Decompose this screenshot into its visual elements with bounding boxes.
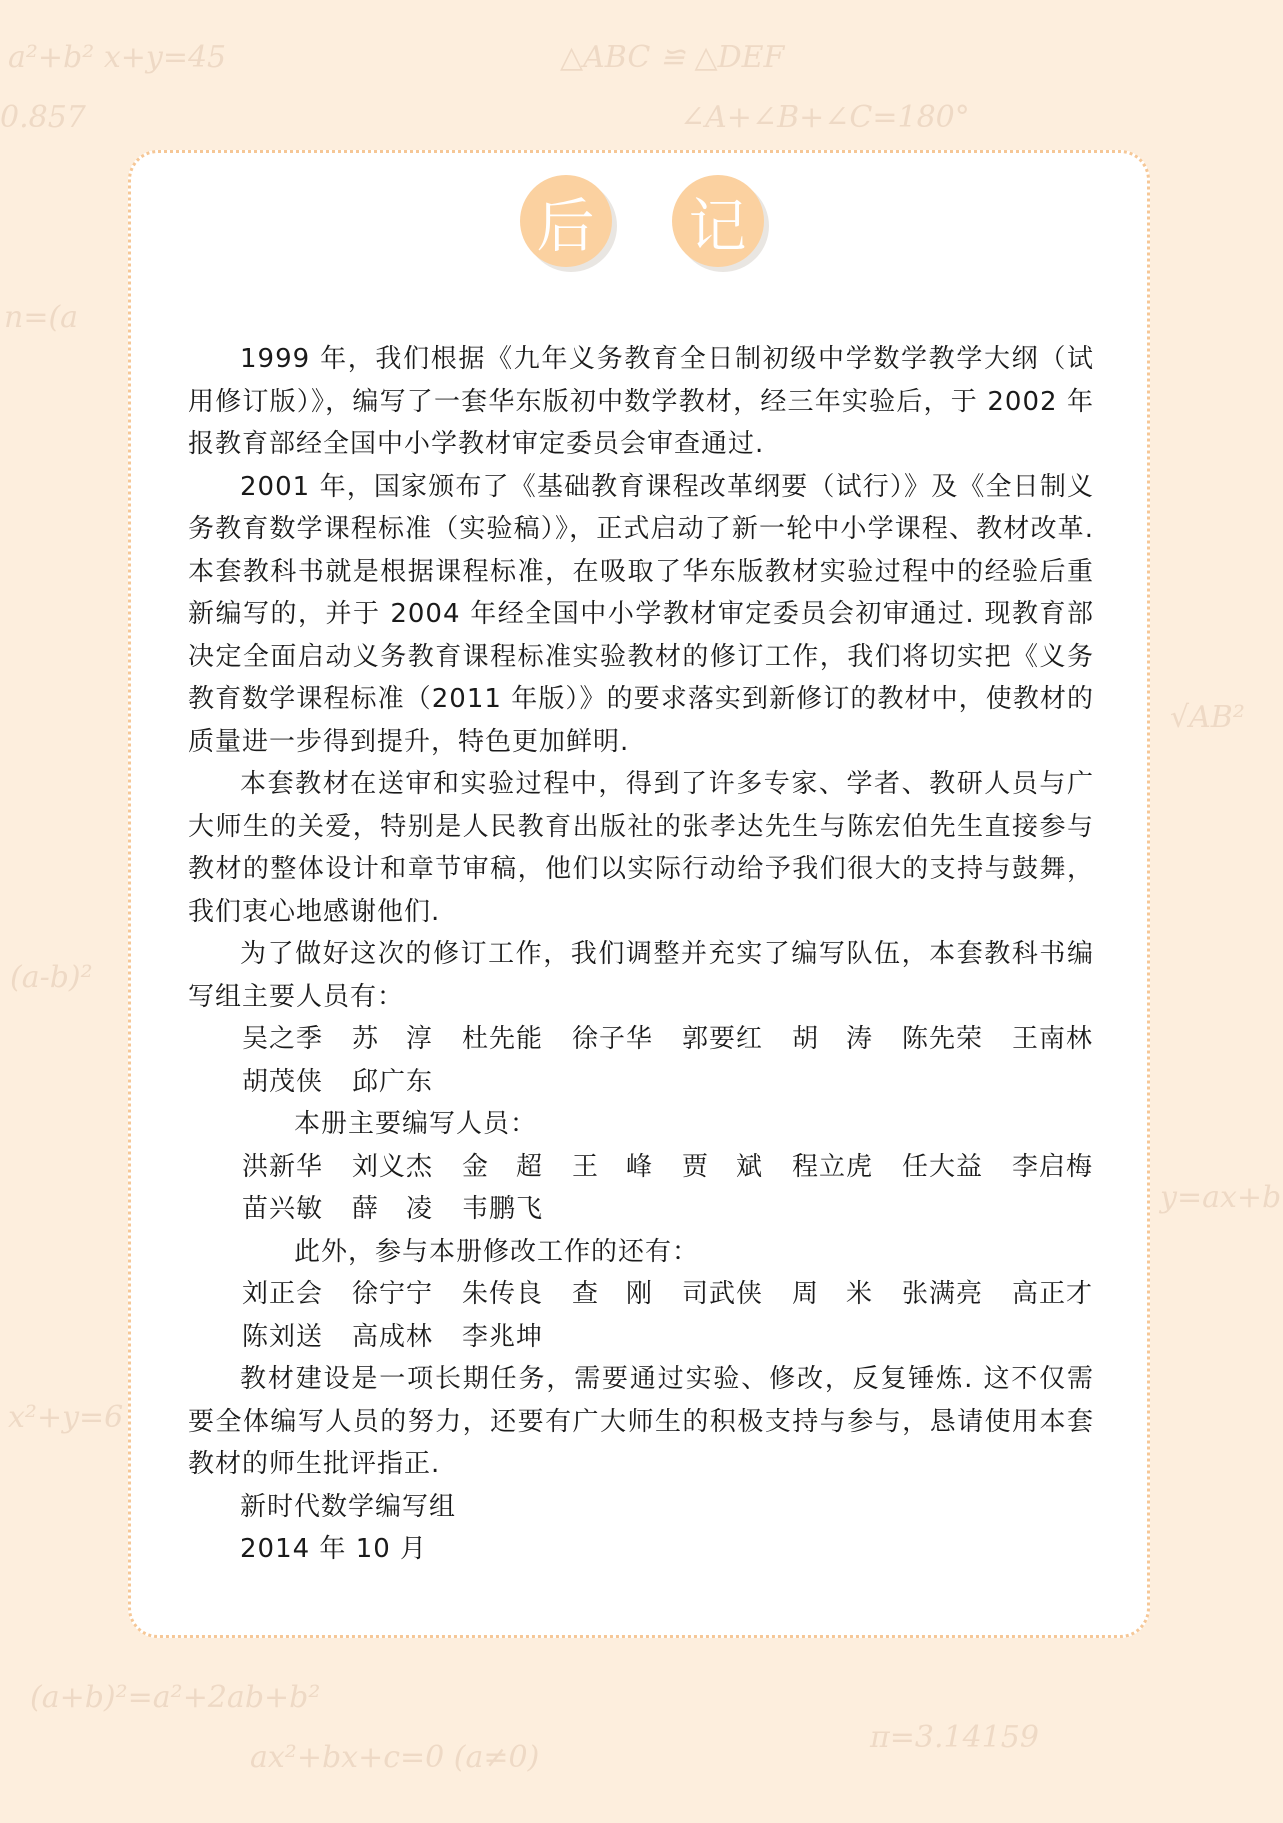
background-scribble: √AB² [1170, 700, 1245, 735]
member-name: 司武侠 [682, 1279, 764, 1309]
member-name: 任大益 [902, 1151, 984, 1182]
background-scribble: ∠A+∠B+∠C=180° [680, 100, 970, 135]
background-scribble: π=3.14159 [870, 1720, 1039, 1755]
member-name: 洪新华 [242, 1151, 324, 1182]
member-name: 薛 凌 [352, 1194, 434, 1224]
title-char-disc [672, 175, 764, 267]
title-char-disc [520, 175, 612, 267]
member-name: 徐宁宁 [352, 1279, 434, 1309]
member-name: 苗兴敏 [242, 1194, 324, 1224]
paragraph-thanks: 本套教材在送审和实验过程中，得到了许多专家、学者、教研人员与广大师生的关爱，特别是人民教育出版社的张孝达先生与陈宏伯先生直接参与教材的整体设计和章节审稿，他们以实际行动给予我们很大的支持与鼓舞，我们衷心地感谢他们. [188, 769, 1094, 927]
member-name: 李启梅 [1012, 1151, 1094, 1182]
member-name: 王南林 [1012, 1024, 1094, 1054]
signature-date: 2014 年 10 月 [240, 1534, 428, 1564]
member-name: 刘正会 [242, 1279, 324, 1309]
member-name: 王 峰 [572, 1151, 654, 1182]
member-name: 查 刚 [572, 1279, 654, 1309]
member-name: 金 超 [462, 1151, 544, 1182]
member-name: 胡茂侠 [242, 1066, 324, 1097]
paragraph-closing: 教材建设是一项长期任务，需要通过实验、修改，反复锤炼. 这不仅需要全体编写人员的努力，还要有广大师生的积极支持与参与，恳请使用本套教材的师生批评指正. [188, 1364, 1094, 1479]
member-name: 高成林 [352, 1321, 434, 1352]
other-members-list [188, 1273, 1094, 1358]
member-name: 吴之季 [242, 1024, 324, 1054]
background-scribble: 0.857 [0, 100, 86, 135]
member-name: 张满亮 [902, 1279, 984, 1309]
member-name: 李兆坤 [462, 1321, 544, 1352]
volume-members-list [188, 1146, 1094, 1231]
member-name: 贾 斌 [682, 1151, 764, 1182]
signature-author: 新时代数学编写组 [240, 1491, 457, 1522]
other-members-label: 此外，参与本册修改工作的还有： [294, 1236, 700, 1267]
member-name: 韦鹏飞 [462, 1194, 544, 1224]
volume-members-label: 本册主要编写人员： [294, 1109, 538, 1139]
background-scribble: ax²+bx+c=0 (a≠0) [250, 1740, 540, 1775]
member-name: 苏 淳 [352, 1024, 434, 1054]
member-name: 周 米 [792, 1279, 874, 1309]
main-members-list [188, 1018, 1094, 1103]
member-name: 郭要红 [682, 1024, 764, 1054]
member-name: 程立虎 [792, 1151, 874, 1182]
title-char: 记 [688, 192, 747, 260]
member-name: 胡 涛 [792, 1024, 874, 1054]
member-name: 刘义杰 [352, 1151, 434, 1182]
afterword-body [188, 338, 1094, 1571]
member-name: 杜先能 [462, 1024, 544, 1054]
member-name: 朱传良 [462, 1279, 544, 1309]
title-char: 后 [536, 192, 595, 260]
background-scribble: △ABC ≌ △DEF [560, 40, 785, 75]
member-name: 高正才 [1012, 1279, 1094, 1309]
background-scribble: x²+y=6 [8, 1400, 124, 1435]
member-name: 徐子华 [572, 1024, 654, 1054]
paragraph-history: 1999 年，我们根据《九年义务教育全日制初级中学数学教学大纲（试用修订版）》，编写了一套华东版初中数学教材，经三年实验后，于 2002 年报教育部经全国中小学教材审定委员会审查通过. [188, 344, 1094, 459]
member-name: 陈刘送 [242, 1321, 324, 1352]
member-name: 陈先荣 [902, 1024, 984, 1054]
background-scribble: n=(a [4, 300, 79, 335]
background-scribble: (a-b)² [10, 960, 93, 995]
background-scribble: y=ax+b [1160, 1180, 1282, 1215]
page-title [0, 175, 1283, 267]
paragraph-reform: 2001 年，国家颁布了《基础教育课程改革纲要（试行）》及《全日制义务教育数学课程标准（实验稿）》，正式启动了新一轮中小学课程、教材改革. 本套教科书就是根据课程标准，在吸取了华东版教材实验过程中的经验后重新编写的，并于 2004 年经全国中小学教材审定委员会初审通过. 现教育部决定全面启动义务教育课程标准实验教材的修订工作，我们将切实把《义务教育数学课程标准（2011 年版）》的要求落实到新修订的教材中，使教材的质量进一步得到提升，特色更加鲜明. [188, 471, 1094, 757]
paragraph-team: 为了做好这次的修订工作，我们调整并充实了编写队伍，本套教科书编写组主要人员有： [188, 939, 1094, 1012]
background-scribble: (a+b)²=a²+2ab+b² [30, 1680, 321, 1715]
background-scribble: a²+b² x+y=45 [8, 40, 227, 75]
member-name: 邱广东 [352, 1066, 434, 1097]
